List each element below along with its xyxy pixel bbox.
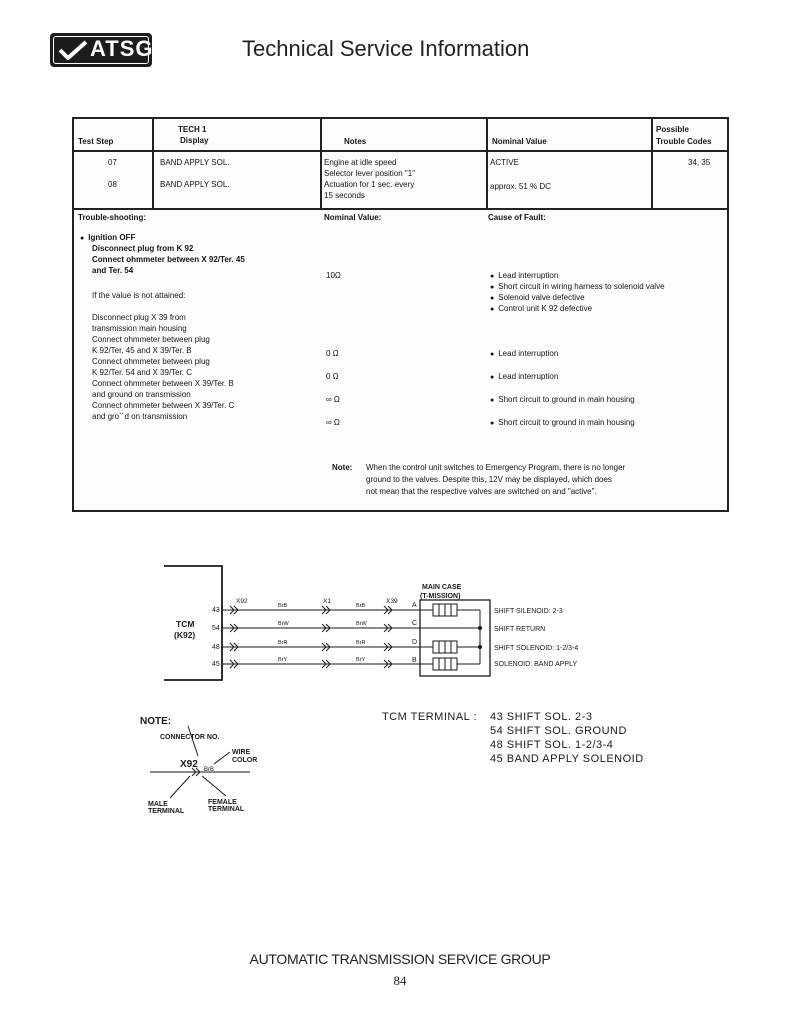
solenoid-label-3: SHIFT SOLENOID: 1-2/3-4 — [494, 645, 579, 652]
logo-text: ATSG — [90, 36, 154, 61]
ts-step-5: If the value is not attained: — [92, 291, 186, 300]
ts-step-1: ● Ignition OFF — [80, 232, 135, 244]
wire-label-1a: BrB — [278, 603, 288, 609]
note-label: Note: — [332, 463, 353, 472]
notes-line-3: Actuation for 1 sec. every — [324, 180, 415, 189]
legend-note: NOTE: — [140, 716, 172, 727]
checkmark-icon — [58, 40, 88, 60]
th-test-step: Test Step — [78, 137, 114, 146]
solenoid-coils — [412, 604, 480, 670]
solenoid-label-2: SHIFT RETURN — [494, 626, 546, 633]
th-display: Display — [180, 136, 209, 145]
tcm-terminal-54: 54 SHIFT SOL. GROUND — [490, 725, 627, 737]
ts-step-10: Connect ohmmeter between plug — [92, 357, 210, 366]
page-title: Technical Service Information — [242, 36, 530, 61]
ts-step-2: Disconnect plug from K 92 — [92, 244, 194, 253]
notes-line-1: Engine at idle speed — [324, 158, 397, 167]
nominal-1: ACTIVE — [490, 158, 519, 167]
nominal-2: approx. 51 % DC — [490, 182, 551, 191]
connector-legend — [140, 712, 300, 822]
ts-step-9: K 92/Ter. 45 and X 39/Ter. B — [92, 346, 192, 355]
tcm-k92-label: (K92) — [174, 630, 196, 640]
ts-header: Trouble-shooting: — [78, 213, 146, 222]
notes-line-4: 15 seconds — [324, 191, 365, 200]
ts-cause-8: ● Short circuit to ground in main housing — [490, 417, 635, 429]
ts-nominal-header: Nominal Value: — [324, 213, 382, 222]
row1-step: 07 — [108, 158, 117, 167]
th-notes: Notes — [344, 137, 367, 146]
header-rule — [74, 150, 727, 152]
legend-female-1: FEMALE — [208, 799, 237, 806]
rows-rule — [74, 208, 727, 210]
ts-step-12: Connect ohmmeter between X 39/Ter. B — [92, 379, 234, 388]
th-codes: Trouble Codes — [656, 137, 712, 146]
wire-label-1b: BrB — [356, 603, 366, 609]
row2-step: 08 — [108, 180, 117, 189]
ts-step-6: Disconnect plug X 39 from — [92, 313, 186, 322]
legend-x92: X92 — [180, 759, 198, 770]
ts-cause-6: ● Lead interruption — [490, 371, 558, 383]
footer-org: AUTOMATIC TRANSMISSION SERVICE GROUP — [249, 951, 551, 967]
terminal-a: A — [412, 602, 417, 609]
wire-label-4a: BrY — [278, 657, 288, 663]
th-possible: Possible — [656, 125, 689, 134]
note-line-2: ground to the valves. Despite this, 12V may be displayed, which does — [366, 475, 612, 484]
ts-step-7: transmission main housing — [92, 324, 187, 333]
ts-step-8: Connect ohmmeter between plug — [92, 335, 210, 344]
ts-step-15: and gro´´d on transmission — [92, 412, 188, 421]
col-rule-4 — [651, 119, 653, 208]
ts-value-2: 0 Ω — [326, 349, 339, 358]
ts-value-3: 0 Ω — [326, 372, 339, 381]
wire-label-4b: BrY — [356, 657, 366, 663]
legend-male-1: MALE — [148, 801, 168, 808]
pin-48: 48 — [212, 644, 220, 651]
col-rule-3 — [486, 119, 488, 208]
main-case-label: MAIN CASE — [422, 584, 462, 591]
legend-connector-no: CONNECTOR NO. — [160, 734, 220, 741]
legend-female-2: TERMINAL — [208, 806, 245, 813]
note-line-3: not mean that the respective valves are switched on and "active". — [366, 487, 597, 496]
note-line-1: When the control unit switches to Emergency Program, there is no longer — [366, 463, 626, 472]
wire-label-2a: BrW — [278, 621, 289, 627]
col-rule-2 — [320, 119, 322, 208]
wire-label-3b: BrR — [356, 640, 366, 646]
wire-label-2b: BrW — [356, 621, 367, 627]
th-nominal: Nominal Value — [492, 137, 547, 146]
ts-step-4: and Ter. 54 — [92, 266, 134, 275]
connector-x39: X39 — [386, 598, 398, 605]
ts-value-1: 10Ω — [326, 271, 341, 280]
codes-1: 34, 35 — [688, 158, 711, 167]
solenoid-label-4: SOLENOID: BAND APPLY — [494, 661, 578, 668]
tcm-terminal-48: 48 SHIFT SOL. 1-2/3-4 — [490, 739, 614, 751]
connector-x92: X92 — [236, 598, 248, 605]
ts-step-11: K 92/Ter. 54 and X 39/Ter. C — [92, 368, 193, 377]
wire-label-3a: BrR — [278, 640, 288, 646]
th-tech1: TECH 1 — [178, 125, 207, 134]
ts-value-5: ∞ Ω — [326, 418, 340, 427]
notes-line-2: Selector lever position "1" — [324, 169, 416, 178]
legend-brb: BrB — [204, 767, 215, 773]
tcm-terminal-43: 43 SHIFT SOL. 2-3 — [490, 711, 593, 723]
terminal-b: B — [412, 657, 417, 664]
ts-step-14: Connect ohmmeter between X 39/Ter. C — [92, 401, 235, 410]
legend-wire: WIRE — [232, 749, 251, 756]
ts-cause-header: Cause of Fault: — [488, 213, 546, 222]
tcm-terminal-label: TCM TERMINAL : — [382, 711, 478, 723]
connector-x1: X1 — [323, 598, 331, 605]
pin-45: 45 — [212, 661, 220, 668]
service-table — [72, 117, 729, 512]
ts-cause-7: ● Short circuit to ground in main housing — [490, 394, 635, 406]
ts-step-3: Connect ohmmeter between X 92/Ter. 45 — [92, 255, 245, 264]
ts-value-4: ∞ Ω — [326, 395, 340, 404]
terminal-c: C — [412, 620, 418, 627]
pin-43: 43 — [212, 607, 220, 614]
ts-cause-2: ● Short circuit in wiring harness to solenoid valve — [490, 281, 665, 293]
ts-step-13: and ground on transmission — [92, 390, 191, 399]
tcm-terminal-45: 45 BAND APPLY SOLENOID — [490, 753, 644, 765]
ts-cause-3: ● Solenoid valve defective — [490, 292, 585, 304]
solenoid-label-1: SHIFT SILENOID: 2-3 — [494, 608, 563, 615]
tcm-label: TCM — [176, 619, 195, 629]
row2-display: BAND APPLY SOL. — [160, 180, 230, 189]
legend-male-2: TERMINAL — [148, 808, 185, 815]
terminal-d: D — [412, 639, 418, 646]
legend-color: COLOR — [232, 757, 258, 764]
main-case-sub: (T-MISSION) — [420, 593, 461, 600]
ts-cause-1: ● Lead interruption — [490, 270, 558, 282]
atsg-logo — [50, 33, 152, 67]
ts-cause-5: ● Lead interruption — [490, 348, 558, 360]
page-number: 84 — [393, 973, 407, 988]
col-rule-1 — [152, 119, 154, 208]
ts-cause-4: ● Control unit K 92 defective — [490, 303, 592, 315]
row1-display: BAND APPLY SOL. — [160, 158, 230, 167]
pin-54: 54 — [212, 625, 220, 632]
wiring-diagram — [150, 560, 670, 700]
